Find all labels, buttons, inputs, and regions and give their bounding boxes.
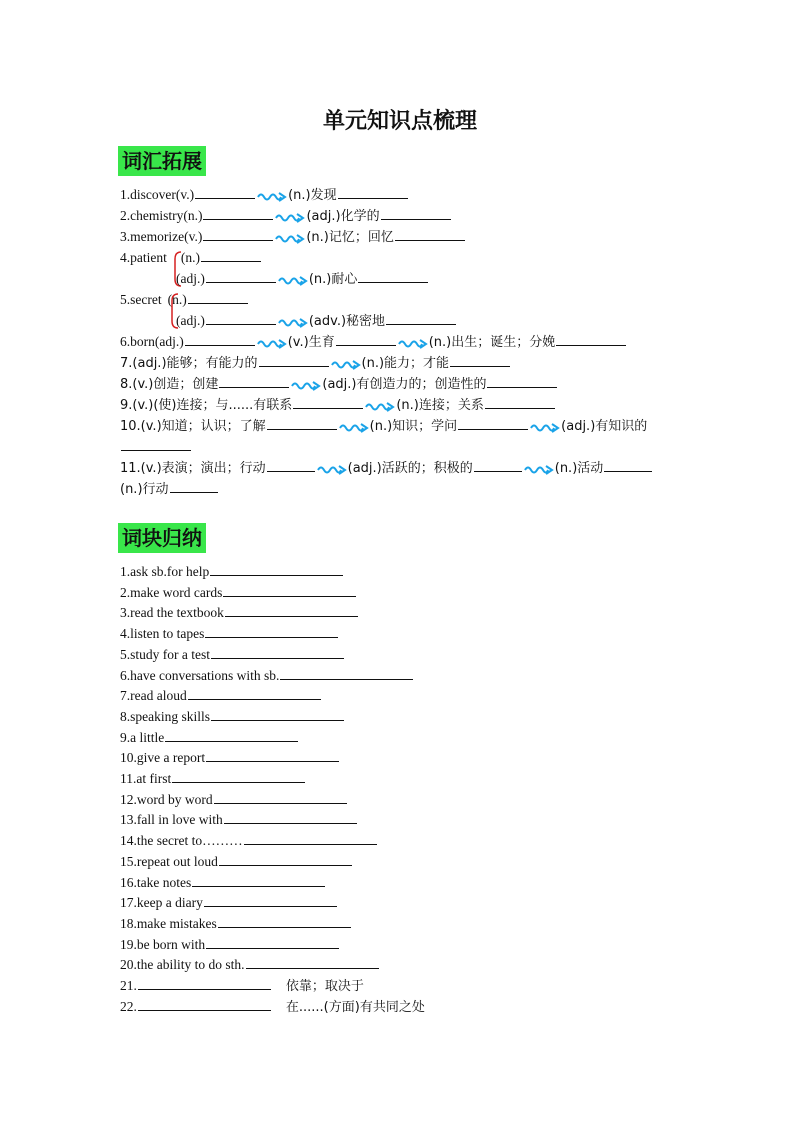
vocab-item-11-cont	[120, 478, 219, 499]
wavy-arrow-icon	[275, 211, 305, 223]
chunk-text: 2.make word cards	[120, 584, 223, 600]
vocab-item-8	[120, 373, 558, 394]
wavy-arrow-icon	[275, 232, 305, 244]
chunk-item	[120, 623, 339, 643]
chunk-text: 7.read aloud	[120, 688, 187, 704]
answer-blank	[203, 205, 273, 220]
chunk-text: 9.a little	[120, 729, 165, 745]
answer-blank	[224, 809, 357, 824]
vocab-item-4	[120, 247, 262, 267]
chunk-item	[120, 851, 353, 871]
wavy-arrow-icon	[339, 421, 369, 433]
vocab-prompt: 9.(v.)(使)连接；与......有联系	[120, 398, 293, 413]
answer-blank	[219, 373, 289, 388]
vocab-target: (n.)知识；学问	[369, 419, 458, 434]
vocab-item-2	[120, 205, 452, 226]
answer-blank	[280, 665, 413, 680]
answer-blank	[293, 394, 363, 409]
vocab-item-4-sub	[176, 268, 429, 289]
chunk-text: 10.give a report	[120, 750, 206, 766]
chunk-item	[120, 892, 338, 912]
answer-blank	[204, 892, 337, 907]
wavy-arrow-icon	[291, 379, 321, 391]
answer-blank	[267, 457, 315, 472]
vocab-target: (adj.)	[176, 271, 205, 286]
answer-blank	[336, 331, 396, 346]
answer-blank	[138, 975, 271, 990]
vocab-target: (n.)记忆；回忆	[306, 230, 394, 245]
chunk-item	[120, 685, 322, 705]
vocab-prompt: 1.discover(v.)	[120, 187, 195, 202]
chunk-meaning: 在......(方面)有共同之处	[285, 999, 425, 1015]
chunk-item	[120, 706, 345, 726]
answer-blank	[206, 268, 276, 283]
chunk-text: 11.at first	[120, 771, 172, 786]
chunk-item	[120, 602, 359, 622]
chunk-text: 18.make mistakes	[120, 915, 217, 931]
answer-blank	[203, 226, 273, 241]
chunk-item	[120, 934, 340, 954]
answer-blank	[223, 582, 356, 597]
chunk-text: 5.study for a test	[120, 646, 210, 662]
chunk-item	[120, 809, 358, 829]
answer-blank	[244, 830, 377, 845]
chunk-text: 1.ask sb.for help	[120, 564, 210, 579]
answer-blank	[185, 331, 255, 346]
answer-blank	[458, 415, 528, 430]
vocab-target: (n.)耐心	[308, 272, 358, 287]
answer-blank	[138, 996, 271, 1011]
wavy-arrow-icon	[317, 463, 347, 475]
vocab-prompt: 11.(v.)表演；演出；行动	[120, 461, 266, 476]
wavy-arrow-icon	[278, 274, 308, 286]
answer-blank	[210, 561, 343, 576]
chunk-item	[120, 768, 306, 788]
chunk-item	[120, 789, 348, 809]
chunk-item	[120, 747, 340, 767]
answer-blank	[188, 685, 321, 700]
vocab-item-6	[120, 331, 627, 352]
chunk-item	[120, 644, 345, 664]
answer-blank	[267, 415, 337, 430]
chunk-text: 19.be born with	[120, 936, 206, 952]
chunk-item	[120, 975, 364, 996]
wavy-arrow-icon	[530, 421, 560, 433]
answer-blank	[395, 226, 465, 241]
wavy-arrow-icon	[278, 316, 308, 328]
vocab-target: (v.)生育	[287, 335, 335, 350]
vocab-prompt: 2.chemistry(n.)	[120, 208, 203, 223]
answer-blank	[386, 310, 456, 325]
answer-blank	[192, 872, 325, 887]
chunk-item	[120, 954, 380, 974]
answer-blank	[121, 436, 191, 451]
vocab-prompt: 4.patient	[120, 250, 167, 265]
page-title: 单元知识点梳理	[322, 109, 477, 134]
answer-blank	[450, 352, 510, 367]
answer-blank	[206, 934, 339, 949]
wavy-arrow-icon	[257, 337, 287, 349]
vocab-prompt: 8.(v.)创造；创建	[120, 377, 219, 392]
vocab-target: (n.)	[180, 250, 200, 265]
answer-blank	[201, 247, 261, 262]
answer-blank	[556, 331, 626, 346]
chunk-text: 6.have conversations with sb.	[120, 667, 280, 683]
vocab-target: (adv.)秘密地	[308, 314, 386, 329]
chunk-item	[120, 665, 414, 685]
vocab-target: (adj.)有知识的	[561, 419, 648, 434]
chunk-text: 14.the secret to………	[120, 833, 243, 849]
wavy-arrow-icon	[398, 337, 428, 349]
vocab-target: (n.)出生；诞生；分娩	[428, 335, 556, 350]
answer-blank	[219, 851, 352, 866]
answer-blank	[474, 457, 522, 472]
vocab-prompt: 7.(adj.)能够；有能力的	[120, 356, 258, 371]
vocab-item-3	[120, 226, 466, 247]
vocab-item-10-cont	[120, 436, 192, 456]
section-heading-vocab: 词汇拓展	[118, 146, 206, 176]
vocab-prompt: 10.(v.)知道；认识；了解	[120, 419, 266, 434]
vocab-target: (n.)连接；关系	[396, 398, 484, 413]
vocab-target: (n.)活动	[554, 461, 604, 476]
chunk-text: 8.speaking skills	[120, 708, 210, 724]
chunk-text: 3.read the textbook	[120, 605, 224, 621]
answer-blank	[259, 352, 329, 367]
answer-blank	[165, 727, 298, 742]
answer-blank	[358, 268, 428, 283]
chunk-text: 4.listen to tapes	[120, 626, 205, 642]
vocab-target: (n.)行动	[120, 482, 169, 497]
answer-blank	[188, 289, 248, 304]
answer-blank	[170, 478, 218, 493]
vocab-target: (n.)	[167, 292, 187, 307]
chunk-item	[120, 996, 425, 1017]
answer-blank	[195, 184, 255, 199]
answer-blank	[604, 457, 652, 472]
chunk-text: 21.	[120, 978, 137, 993]
answer-blank	[211, 706, 344, 721]
vocab-target: (adj.)有创造力的；创造性的	[322, 377, 487, 392]
vocab-target: (adj.)活跃的；积极的	[347, 461, 473, 476]
chunk-text: 15.repeat out loud	[120, 853, 218, 869]
answer-blank	[172, 768, 305, 783]
vocab-target: (n.)能力；才能	[361, 356, 450, 371]
vocab-prompt: 5.secret	[120, 292, 162, 307]
chunk-text: 13.fall in love with	[120, 812, 223, 828]
vocab-target: (adj.)化学的	[306, 209, 380, 224]
chunk-text: 17.keep a diary	[120, 895, 203, 911]
vocab-target: (adj.)	[176, 313, 205, 328]
vocab-item-5-sub	[176, 310, 457, 331]
vocab-item-10	[120, 415, 647, 436]
chunk-item	[120, 913, 352, 933]
answer-blank	[485, 394, 555, 409]
vocab-item-1	[120, 184, 409, 205]
chunk-item	[120, 561, 344, 581]
chunk-text: 12.word by word	[120, 791, 213, 807]
chunk-text: 20.the ability to do sth.	[120, 957, 245, 973]
answer-blank	[206, 310, 276, 325]
vocab-target: (n.)发现	[288, 188, 337, 203]
answer-blank	[338, 184, 408, 199]
chunk-text: 22.	[120, 998, 137, 1014]
chunk-item	[120, 727, 299, 747]
answer-blank	[225, 602, 358, 617]
chunk-text: 16.take notes	[120, 874, 192, 890]
wavy-arrow-icon	[331, 358, 361, 370]
answer-blank	[205, 623, 338, 638]
section-heading-chunks: 词块归纳	[118, 523, 206, 553]
vocab-prompt: 6.born(adj.)	[120, 334, 184, 349]
chunk-item	[120, 872, 326, 892]
vocab-prompt: 3.memorize(v.)	[120, 229, 203, 244]
answer-blank	[211, 644, 344, 659]
wavy-arrow-icon	[365, 400, 395, 412]
wavy-arrow-icon	[524, 463, 554, 475]
answer-blank	[381, 205, 451, 220]
answer-blank	[246, 954, 379, 969]
chunk-meaning: 依靠；取决于	[285, 979, 364, 994]
answer-blank	[206, 747, 339, 762]
vocab-item-7	[120, 352, 511, 373]
answer-blank	[214, 789, 347, 804]
answer-blank	[487, 373, 557, 388]
wavy-arrow-icon	[257, 190, 287, 202]
answer-blank	[218, 913, 351, 928]
chunk-item	[120, 830, 378, 850]
chunk-item	[120, 582, 357, 602]
vocab-item-11	[120, 457, 653, 478]
vocab-item-5	[120, 289, 249, 309]
vocab-item-9	[120, 394, 556, 415]
